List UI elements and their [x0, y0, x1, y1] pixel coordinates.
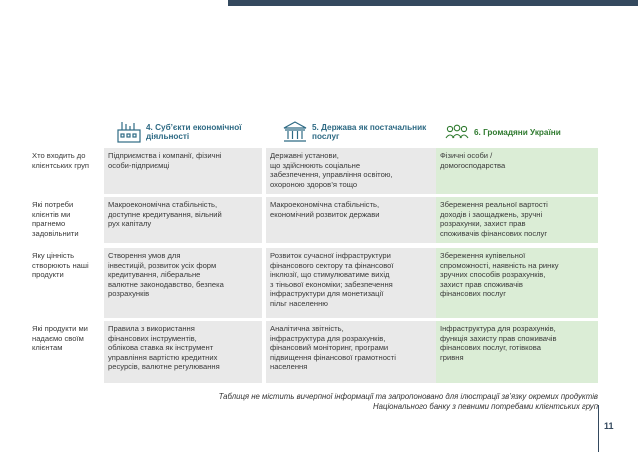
table-cell: Збереження реальної вартості доходів і заощаджень, зручні розрахунки, захист прав споживачів фінансових послуг: [436, 197, 598, 243]
row-label-products: Які продукти ми надаємо своїм клієнтам: [32, 324, 88, 353]
table-cell: Розвиток сучасної інфраструктури фінансового сектору та фінансової інклюзії, що стимулюватиме вихід з тіньової економіки; забезпечення інфраструктури для монетизації пільг населенню: [266, 248, 436, 318]
page-number-rule: [598, 405, 599, 452]
header-accent-bar: [228, 0, 638, 6]
table-cell: Інфраструктура для розрахунків, функція захисту прав споживачів фінансових послуг, готівкова гривня: [436, 321, 598, 383]
row-label-needs: Які потреби клієнтів ми прагнемо задовільнити: [32, 200, 79, 238]
table-cell: Підприємства і компанії, фізичні особи-підприємці: [104, 148, 262, 194]
column-header-business: [116, 118, 266, 146]
column-header-state: [282, 118, 440, 146]
table-cell: Фізичні особи / домогосподарства: [436, 148, 598, 194]
page-number: 11: [604, 421, 614, 431]
table-cell: Державні установи, що здійснюють соціальне забезпечення, управління освітою, охороною здоров’я тощо: [266, 148, 436, 194]
row-label-who: Хто входить до клієнтських груп: [32, 151, 90, 170]
column-title: 6. Громадяни України: [474, 127, 561, 137]
column-header-citizens: [444, 118, 594, 146]
table-cell: Макроекономічна стабільність, доступне кредитування, вільний рух капіталу: [104, 197, 262, 243]
column-title: 5. Держава як постачальник послуг: [312, 123, 427, 141]
table-cell: Створення умов для інвестицій, розвиток усіх форм кредитування, ліберальне валютне законодавство, безпека розрахунків: [104, 248, 262, 318]
factory-icon: [116, 120, 142, 144]
table-cell: Збереження купівельної спроможності, наявність на ринку зручних способів розрахунків, захист прав споживачів фінансових послуг: [436, 248, 598, 318]
table-cell: Макроекономічна стабільність, економічний розвиток держави: [266, 197, 436, 243]
people-group-icon: [444, 120, 470, 144]
column-title: 4. Суб’єкти економічної діяльності: [146, 123, 242, 141]
table-footnote: Таблиця не містить вичерпної інформації та запропоновано для ілюстрації зв’язку окремих продуктів Національного банку з певними потребами клієнтських груп: [218, 392, 598, 411]
row-label-value: Яку цінність створюють наші продукти: [32, 251, 89, 280]
government-building-icon: [282, 120, 308, 144]
table-cell: Аналітична звітність, інфраструктура для розрахунків, фінансовий моніторинг, програми підвищення фінансової грамотності населення: [266, 321, 436, 383]
table-cell: Правила з використання фінансових інструментів, облікова ставка як інструмент управління вартістю кредитних ресурсів, валютне регулювання: [104, 321, 262, 383]
